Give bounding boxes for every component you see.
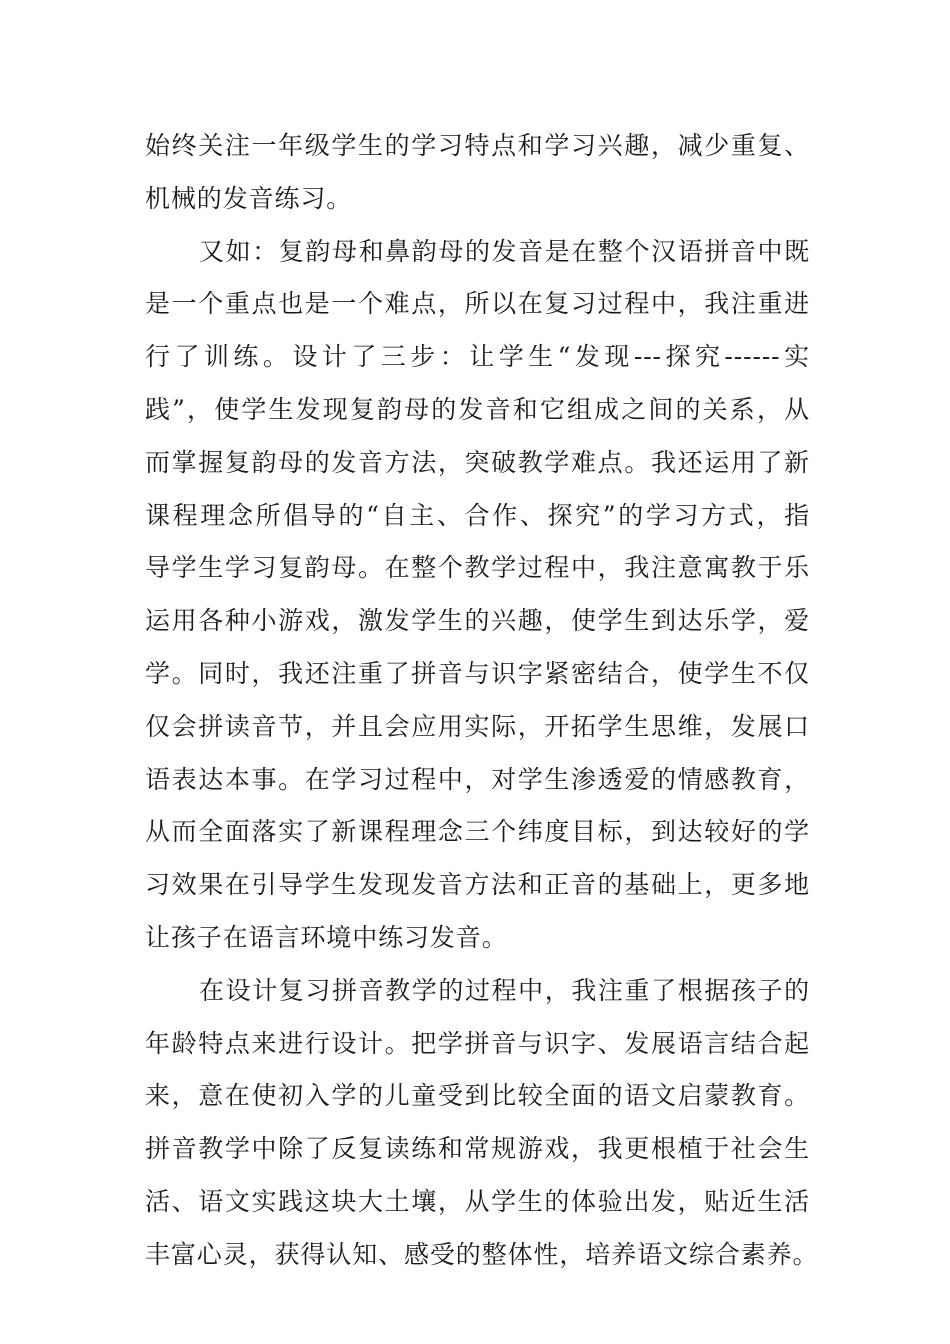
text-line: 来，意在使初入学的儿童受到比较全面的语文启蒙教育。 xyxy=(145,1081,810,1111)
text-line-paragraph-start: 在设计复习拼音教学的过程中，我注重了根据孩子的 xyxy=(199,975,810,1005)
text-line: 活、语文实践这块大土壤，从学生的体验出发，贴近生活 xyxy=(145,1186,810,1216)
text-line: 学。同时，我还注重了拼音与识字紧密结合，使学生不仅 xyxy=(145,658,810,688)
body-text xyxy=(145,120,819,1282)
text-line: 导学生学习复韵母。在整个教学过程中，我注意寓教于乐 xyxy=(145,553,810,583)
text-line: 习效果在引导学生发现发音方法和正音的基础上，更多地 xyxy=(145,870,810,900)
text-line: 年龄特点来进行设计。把学拼音与识字、发展语言结合起 xyxy=(145,1028,810,1058)
text-line: 践”，使学生发现复韵母的发音和它组成之间的关系，从 xyxy=(145,394,810,424)
text-line: 丰富心灵，获得认知、感受的整体性，培养语文综合素养。 xyxy=(145,1239,819,1269)
text-line: 语表达本事。在学习过程中，对学生渗透爱的情感教育， xyxy=(145,764,810,794)
text-line: 从而全面落实了新课程理念三个纬度目标，到达较好的学 xyxy=(145,817,810,847)
text-line: 机械的发音练习。 xyxy=(145,183,353,213)
text-line: 是一个重点也是一个难点，所以在复习过程中，我注重进 xyxy=(145,289,810,319)
text-line: 拼音教学中除了反复读练和常规游戏，我更根植于社会生 xyxy=(145,1134,810,1164)
text-line: 课程理念所倡导的“自主、合作、探究”的学习方式，指 xyxy=(145,500,810,530)
text-line-paragraph-start: 又如：复韵母和鼻韵母的发音是在整个汉语拼音中既 xyxy=(199,236,810,266)
text-line: 仅会拼读音节，并且会应用实际，开拓学生思维，发展口 xyxy=(145,711,810,741)
text-line: 行了训练。设计了三步：让学生“发现---探究------实 xyxy=(145,342,810,372)
text-line: 始终关注一年级学生的学习特点和学习兴趣，减少重复、 xyxy=(145,131,810,160)
text-line: 运用各种小游戏，激发学生的兴趣，使学生到达乐学，爱 xyxy=(145,606,810,636)
text-line: 让孩子在语言环境中练习发音。 xyxy=(145,922,508,952)
text-line: 而掌握复韵母的发音方法，突破教学难点。我还运用了新 xyxy=(145,447,810,477)
